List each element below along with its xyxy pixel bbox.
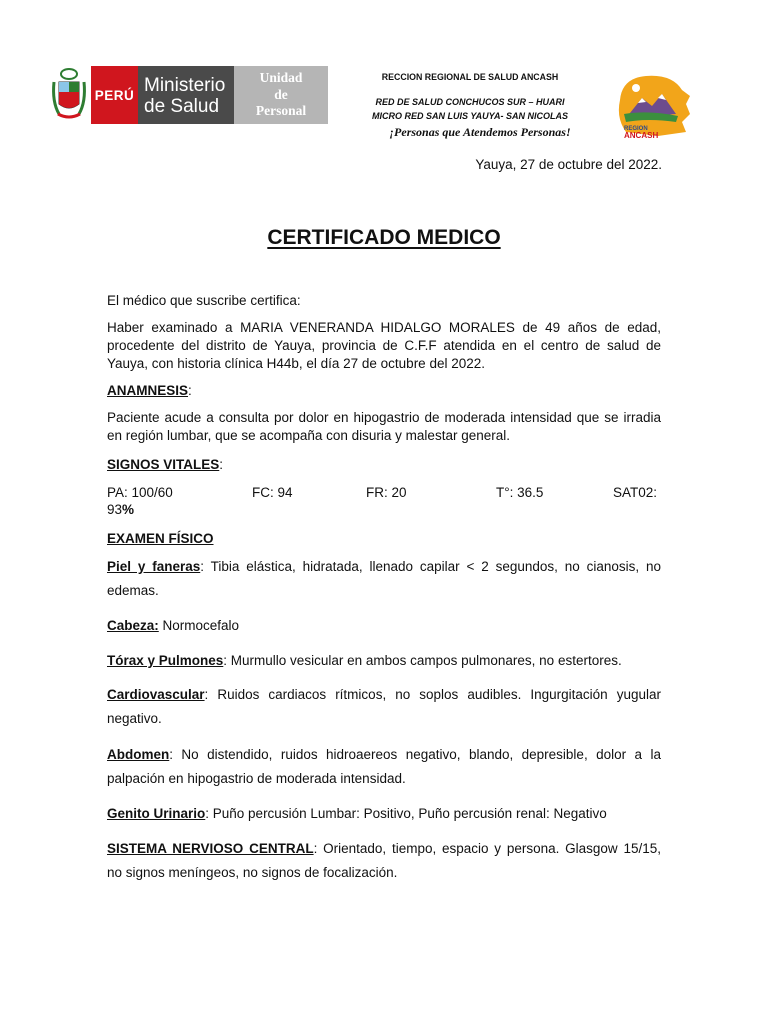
exam-item-label: Tórax y Pulmones [107, 653, 224, 668]
vital-temp: T°: 36.5 [496, 485, 544, 500]
exam-item-text: : Murmullo vesicular en ambos campos pulmonares, no estertores. [223, 653, 622, 668]
ministry-line2: de Salud [144, 96, 220, 117]
header-slogan: ¡Personas que Atendemos Personas! [389, 125, 571, 139]
patient-paragraph: Haber examinado a MARIA VENERANDA HIDALGO MORALES de 49 años de edad, procedente del distrito de Yauya, provincia de C.F.F atendida en el centro de salud de Yauya, con historia clínica H44b, el día 27 de octubre del 2022. [107, 320, 661, 371]
unit-line2: de [274, 86, 288, 102]
page-title: CERTIFICADO MEDICO [267, 226, 501, 249]
document-date: Yauya, 27 de octubre del 2022. [475, 157, 662, 172]
vital-sat: SAT02: [613, 485, 658, 500]
header-line-network: RED DE SALUD CONCHUCOS SUR – HUARI [375, 97, 565, 107]
header-line-micro-network: MICRO RED SAN LUIS YAUYA- SAN NICOLAS [371, 111, 568, 121]
unit-line3: Personal [255, 103, 307, 118]
exam-item-cns [107, 837, 661, 884]
region-ancash-logo-icon [612, 70, 694, 142]
exam-item-label: Cardiovascular [107, 687, 205, 702]
exam-item-genito [107, 802, 661, 826]
exam-item-label: Abdomen [107, 747, 170, 762]
anamnesis-text: Paciente acude a consulta por dolor en hipogastrio de moderada intensidad que se irradia en región lumbar, que se acompaña con disuria y malestar general. [107, 410, 661, 443]
exam-item-text: Normocefalo [158, 618, 240, 633]
anamnesis-label: ANAMNESIS [107, 383, 189, 398]
coat-of-arms-icon [50, 66, 88, 122]
ministry-line1: Ministerio [144, 75, 226, 96]
unit-label [234, 66, 328, 124]
exam-item-label: Piel y faneras [107, 559, 201, 574]
exam-item-text: : Ruidos cardiacos rítmicos, no soplos audibles. Ingurgitación yugular negativo. [107, 687, 661, 726]
vital-fc: FC: 94 [252, 485, 293, 500]
svg-text:ANCASH: ANCASH [624, 131, 659, 140]
ministry-label [138, 66, 234, 124]
exam-item-abdomen [107, 743, 661, 790]
exam-heading [107, 530, 661, 548]
exam-item-text: : Tibia elástica, hidratada, llenado capilar < 2 segundos, no cianosis, no edemas. [107, 559, 661, 598]
vitals-label: SIGNOS VITALES [107, 457, 220, 472]
exam-item-thorax [107, 649, 661, 673]
exam-item-text: : Orientado, tiempo, espacio y persona. Glasgow 15/15, no signos meníngeos, no signos de focalización. [107, 841, 661, 880]
header-line-regional: RECCION REGIONAL DE SALUD ANCASH [381, 72, 559, 82]
sat-number: 93 [107, 502, 123, 517]
exam-item-label: Genito Urinario [107, 806, 206, 821]
exam-item-cardio [107, 683, 661, 730]
exam-item-head [107, 614, 661, 638]
svg-text:REGION: REGION [624, 126, 648, 132]
exam-item-skin [107, 555, 661, 602]
anamnesis-heading: ANAMNESIS: [107, 383, 192, 398]
unit-line1: Unidad [259, 70, 303, 85]
vital-fr: FR: 20 [366, 485, 407, 500]
vital-sat-value [107, 502, 134, 517]
exam-label: EXAMEN FÍSICO [107, 531, 214, 546]
exam-item-text: : No distendido, ruidos hidroaereos negativo, blando, depresible, dolor a la palpación en hipogastrio de moderada intensidad. [107, 747, 661, 786]
vital-pa: PA: 100/60 [107, 485, 173, 500]
exam-item-text: : Puño percusión Lumbar: Positivo, Puño percusión renal: Negativo [205, 806, 607, 821]
vitals-heading: SIGNOS VITALES: [107, 457, 224, 472]
exam-item-label: Cabeza: [107, 618, 159, 633]
sat-unit: % [122, 502, 135, 517]
intro-text: El médico que suscribe certifica: [107, 293, 301, 308]
peru-label: PERÚ [91, 66, 138, 124]
exam-item-label: SISTEMA NERVIOSO CENTRAL [107, 841, 314, 856]
